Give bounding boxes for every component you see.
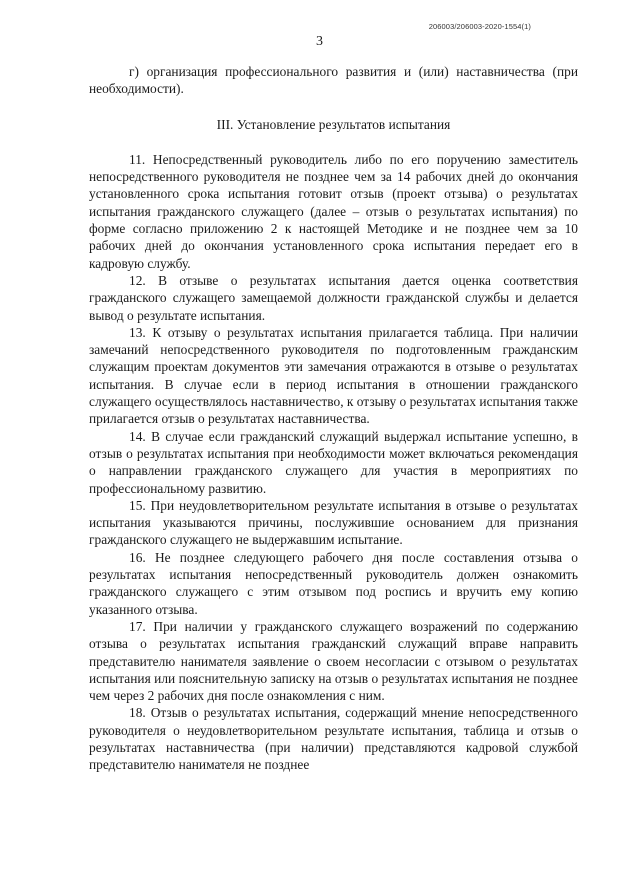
intro-item: г) организация профессионального развития и (или) наставничества (при необходимости). bbox=[89, 64, 578, 97]
paragraph-12: 12. В отзыве о результатах испытания дается оценка соответствия гражданского служащего замещаемой должности гражданской службы и делается вывод о результате испытания. bbox=[89, 272, 578, 323]
paragraph-17: 17. При наличии у гражданского служащего возражений по содержанию отзыва о результатах испытания гражданский служащий вправе направить представителю нанимателя заявление о своем несогласии с отзывом о результатах испытания или пояснительную записку на отзыв о результатах испытания не позднее чем через 2 рабочих дня после ознакомления с ним. bbox=[89, 618, 578, 704]
document-id: 206003/206003-2020-1554(1) bbox=[428, 22, 531, 31]
paragraph-13: 13. К отзыву о результатах испытания прилагается таблица. При наличии замечаний непосредственного руководителя по подготовленным гражданским служащим проектам документов эти замечания отражаются в отзыве о результатах испытания. В случае если в период испытания в отношении гражданского служащего осуществлялось наставничество, к отзыву о результатах испытания также прилагается отзыв о результатах наставничества. bbox=[89, 324, 578, 427]
paragraph-11: 11. Непосредственный руководитель либо по его поручению заместитель непосредственного руководителя не позднее чем за 14 рабочих дней до окончания установленного срока испытания готовит отзыв (проект отзыва) о результатах испытания гражданского служащего (далее – отзыв о результатах испытания) по форме согласно приложению 2 к настоящей Методике и не позднее чем за 10 рабочих дней до окончания установленного срока испытания передает его в кадровую службу. bbox=[89, 151, 578, 271]
paragraph-15: 15. При неудовлетворительном результате испытания в отзыве о результатах испытания указываются причины, послужившие основанием для признания гражданского служащего не выдержавшим испытание. bbox=[89, 497, 578, 548]
page-number: 3 bbox=[316, 34, 323, 49]
paragraph-14: 14. В случае если гражданский служащий выдержал испытание успешно, в отзыв о результатах испытания при необходимости может включаться рекомендация о направлении гражданского служащего для участия в мероприятиях по профессиональному развитию. bbox=[89, 428, 578, 496]
document-body bbox=[89, 63, 578, 774]
section-heading: III. Установление результатов испытания bbox=[216, 116, 451, 132]
paragraph-16: 16. Не позднее следующего рабочего дня после составления отзыва о результатах испытания непосредственный руководитель должен ознакомить гражданского служащего с этим отзывом под роспись и вручить ему копию указанного отзыва. bbox=[89, 549, 578, 617]
paragraph-18: 18. Отзыв о результатах испытания, содержащий мнение непосредственного руководителя о неудовлетворительном результате испытания, таблица и отзыв о результатах наставничества (при наличии) представляются кадровой службой представителю нанимателя не позднее bbox=[89, 705, 578, 773]
